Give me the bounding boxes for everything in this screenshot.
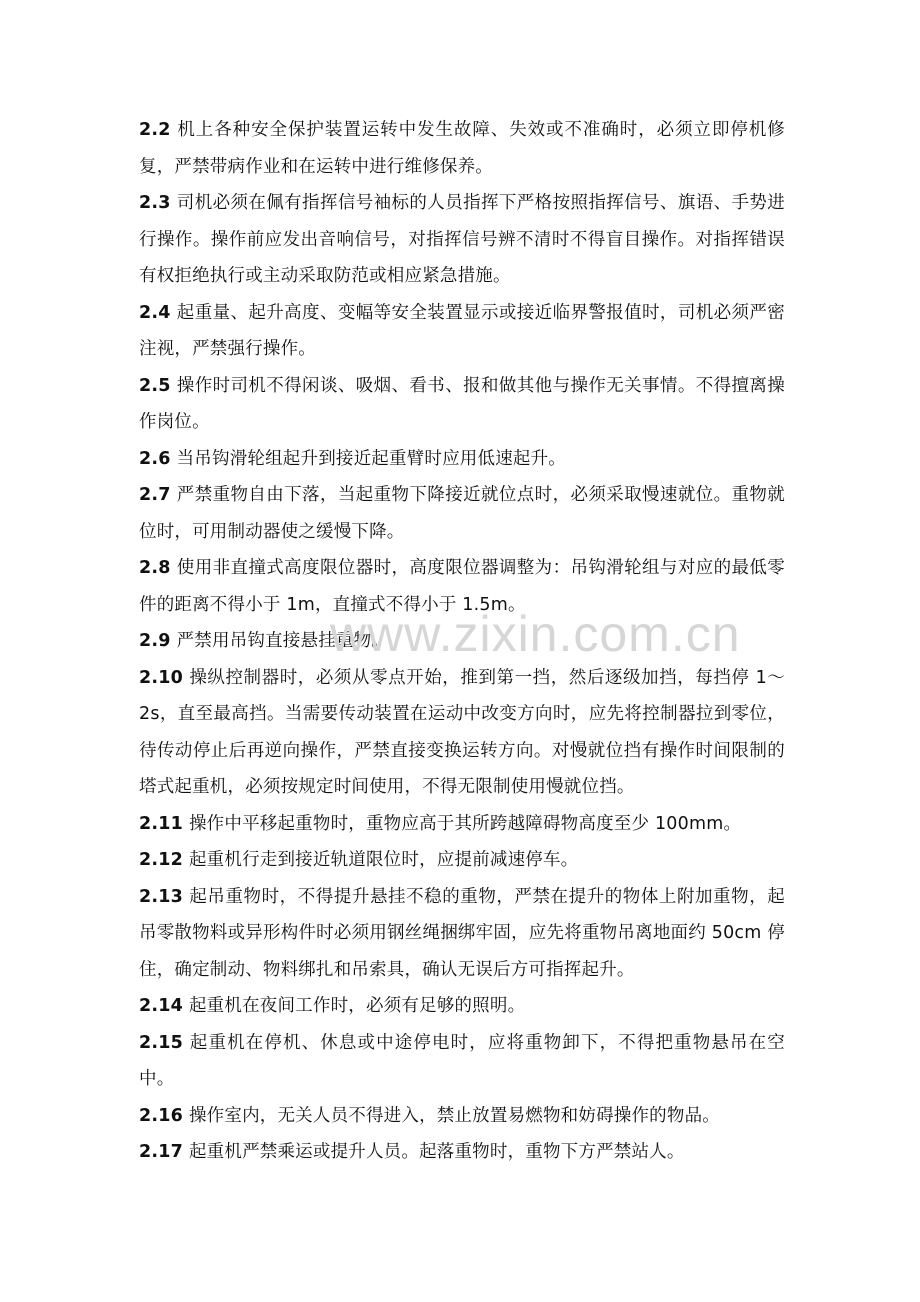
clause-text: 操作时司机不得闲谈、吸烟、看书、报和做其他与操作无关事情。不得擅离操作岗位。 xyxy=(139,375,785,432)
clause-text: 司机必须在佩有指挥信号袖标的人员指挥下严格按照指挥信号、旗语、手势进行操作。操作前应发出音响信号，对指挥信号辨不清时不得盲目操作。对指挥错误有权拒绝执行或主动采取防范或相应紧急措施。 xyxy=(139,193,785,286)
clause-text: 起吊重物时，不得提升悬挂不稳的重物，严禁在提升的物体上附加重物，起吊零散物料或异形构件时必须用钢丝绳捆绑牢固，应先将重物吊离地面约 50cm 停住，确定制动、物料绑扎和吊索具，确认无误后方可指挥起升。 xyxy=(139,886,785,980)
clause-text: 严禁重物自由下落，当起重物下降接近就位点时，必须采取慢速就位。重物就位时，可用制动器使之缓慢下降。 xyxy=(139,485,785,542)
clause-2-16 xyxy=(139,1098,785,1135)
clause-2-4 xyxy=(139,295,785,368)
clause-text: 起重机在停机、休息或中途停电时，应将重物卸下，不得把重物悬吊在空中。 xyxy=(139,1032,785,1089)
clause-2-8 xyxy=(139,550,785,623)
clause-number: 2.16 xyxy=(139,1105,183,1126)
clause-2-14 xyxy=(139,988,785,1025)
clause-text: 当吊钩滑轮组起升到接近起重臂时应用低速起升。 xyxy=(176,448,567,469)
clause-number: 2.5 xyxy=(139,375,171,396)
watermark-text: www.zixin.com.cn xyxy=(330,606,741,662)
clause-number: 2.17 xyxy=(139,1142,183,1162)
clause-number: 2.15 xyxy=(139,1032,183,1053)
clause-text: 起重量、起升高度、变幅等安全装置显示或接近临界警报值时，司机必须严密注视，严禁强行操作。 xyxy=(139,302,785,359)
clause-text: 起重机行走到接近轨道限位时，应提前减速停车。 xyxy=(188,850,579,870)
clause-text: 操纵控制器时，必须从零点开始，推到第一挡，然后逐级加挡，每挡停 1～2s，直至最高挡。当需要传动装置在运动中改变方向时，应先将控制器拉到零位，待传动停止后再逆向操作，严禁直接变换运转方向。对慢就位挡有操作时间限制的塔式起重机，必须按规定时间使用，不得无限制使用慢就位挡。 xyxy=(139,667,785,797)
clause-2-17 xyxy=(139,1134,785,1171)
clause-2-7 xyxy=(139,477,785,550)
clause-number: 2.10 xyxy=(139,667,183,688)
clause-number: 2.2 xyxy=(139,120,171,140)
clause-2-2 xyxy=(139,112,785,185)
document-body xyxy=(139,112,785,1171)
clause-number: 2.6 xyxy=(139,448,171,469)
clause-number: 2.7 xyxy=(139,485,171,505)
clause-number: 2.11 xyxy=(139,813,183,834)
clause-text: 起重机在夜间工作时，必须有足够的照明。 xyxy=(188,996,526,1016)
clause-number: 2.12 xyxy=(139,850,183,870)
clause-text: 起重机严禁乘运或提升人员。起落重物时，重物下方严禁站人。 xyxy=(188,1142,685,1162)
clause-text: 操作中平移起重物时，重物应高于其所跨越障碍物高度至少 100mm。 xyxy=(188,813,742,834)
clause-2-12 xyxy=(139,842,785,879)
clause-2-15 xyxy=(139,1025,785,1098)
clause-2-11 xyxy=(139,806,785,843)
clause-number: 2.4 xyxy=(139,302,171,323)
clause-text: 严禁用吊钩直接悬挂重物。 xyxy=(176,631,390,651)
clause-2-5 xyxy=(139,368,785,441)
clause-text: 操作室内，无关人员不得进入，禁止放置易燃物和妨碍操作的物品。 xyxy=(188,1105,720,1126)
clause-2-13 xyxy=(139,879,785,989)
clause-2-10 xyxy=(139,660,785,806)
clause-number: 2.13 xyxy=(139,886,183,907)
clause-number: 2.14 xyxy=(139,996,183,1016)
clause-number: 2.8 xyxy=(139,558,171,578)
clause-2-3 xyxy=(139,185,785,295)
clause-number: 2.3 xyxy=(139,193,171,213)
clause-text: 使用非直撞式高度限位器时，高度限位器调整为：吊钩滑轮组与对应的最低零件的距离不得小于 1m，直撞式不得小于 1.5m。 xyxy=(139,558,785,615)
clause-2-9 xyxy=(139,623,785,660)
clause-number: 2.9 xyxy=(139,631,171,651)
clause-2-6 xyxy=(139,441,785,478)
clause-text: 机上各种安全保护装置运转中发生故障、失效或不准确时，必须立即停机修复，严禁带病作业和在运转中进行维修保养。 xyxy=(139,120,785,177)
